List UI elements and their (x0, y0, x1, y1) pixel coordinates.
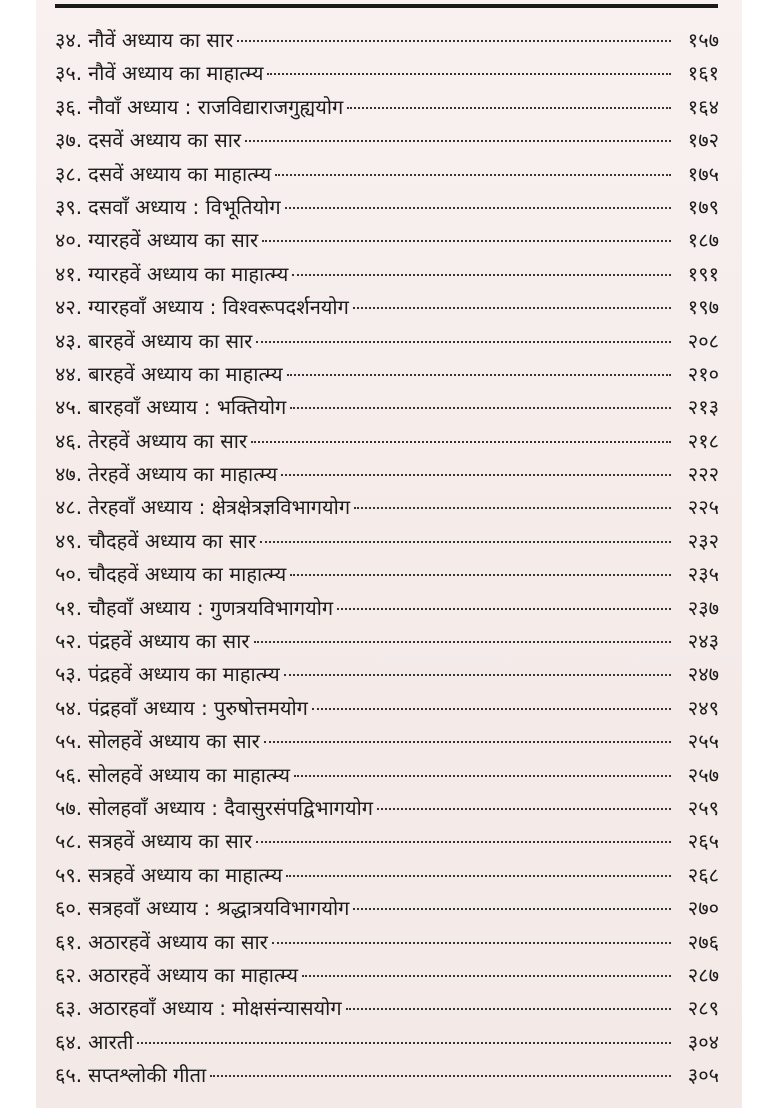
entry-title: सत्रहवें अध्याय का सार (88, 829, 253, 854)
entry-title: अठारहवाँ अध्याय : मोक्षसंन्यासयोग (88, 996, 342, 1021)
toc-entry (55, 291, 719, 324)
entry-title: दसवाँ अध्याय : विभूतियोग (88, 194, 281, 219)
entry-number: ४६. (55, 428, 83, 453)
dot-leader (312, 708, 671, 710)
toc-entry (55, 124, 719, 157)
entry-number: ४०. (55, 228, 83, 253)
toc-entry (55, 325, 719, 358)
entry-number: ६५. (55, 1063, 83, 1088)
entry-page-number: २२५ (687, 495, 719, 520)
entry-number: ५०. (55, 562, 83, 587)
entry-page-number: २२२ (687, 462, 719, 487)
entry-page-number: २७० (687, 896, 719, 921)
toc-entry (55, 592, 719, 625)
entry-page-number: १७२ (687, 128, 719, 153)
entry-page-number: २७६ (687, 929, 719, 954)
dot-leader (294, 775, 671, 777)
toc-entry (55, 992, 719, 1025)
dot-leader (353, 307, 671, 309)
entry-title: दसवें अध्याय का माहात्म्य (88, 161, 272, 186)
toc-entry (55, 558, 719, 591)
entry-number: ४९. (55, 528, 83, 553)
entry-number: ५७. (55, 795, 83, 820)
dot-leader (245, 140, 671, 142)
entry-page-number: १६१ (687, 61, 719, 86)
entry-title: बारहवें अध्याय का माहात्म्य (88, 361, 283, 386)
entry-page-number: २८७ (687, 962, 719, 987)
dot-leader (272, 942, 671, 944)
entry-title: सोलहवें अध्याय का सार (88, 729, 260, 754)
entry-title: तेरहवें अध्याय का माहात्म्य (88, 462, 278, 487)
toc-entry (55, 24, 719, 57)
entry-number: ५२. (55, 629, 83, 654)
toc-entry (55, 959, 719, 992)
dot-leader (285, 207, 671, 209)
dot-leader (260, 541, 671, 543)
entry-title: चौदहवें अध्याय का माहात्म्य (88, 562, 287, 587)
entry-number: ५४. (55, 695, 83, 720)
entry-page-number: १८७ (687, 228, 719, 253)
entry-title: नौवें अध्याय का माहात्म्य (88, 61, 264, 86)
dot-leader (262, 240, 671, 242)
dot-leader (137, 1042, 671, 1044)
toc-entry (55, 258, 719, 291)
entry-title: पंद्रहवाँ अध्याय : पुरुषोत्तमयोग (88, 695, 308, 720)
toc-entry (55, 1026, 719, 1059)
dot-leader (237, 40, 671, 42)
entry-page-number: २३५ (687, 562, 719, 587)
entry-page-number: २५९ (687, 795, 719, 820)
toc-entry (55, 625, 719, 658)
dot-leader (290, 574, 671, 576)
entry-page-number: २३२ (687, 528, 719, 553)
entry-page-number: १६४ (687, 94, 719, 119)
entry-title: ग्यारहवें अध्याय का माहात्म्य (88, 261, 289, 286)
entry-page-number: २४३ (687, 629, 719, 654)
entry-page-number: २४७ (687, 662, 719, 687)
entry-page-number: ३०४ (687, 1029, 719, 1054)
dot-leader (286, 875, 671, 877)
toc-entry (55, 391, 719, 424)
entry-number: ३५. (55, 61, 83, 86)
entry-title: तेरहवें अध्याय का सार (88, 428, 248, 453)
entry-page-number: २४९ (687, 695, 719, 720)
entry-page-number: २६८ (687, 862, 719, 887)
entry-title: ग्यारहवाँ अध्याय : विश्वरूपदर्शनयोग (88, 295, 349, 320)
toc-entry (55, 892, 719, 925)
entry-number: ५६. (55, 762, 83, 787)
toc-entry (55, 57, 719, 90)
entry-title: सप्तश्लोकी गीता (88, 1063, 207, 1088)
entry-number: ४८. (55, 495, 83, 520)
entry-title: सत्रहवाँ अध्याय : श्रद्धात्रयविभागयोग (88, 896, 350, 921)
entry-number: ६४. (55, 1029, 83, 1054)
entry-title: आरती (88, 1029, 134, 1054)
dot-leader (251, 441, 671, 443)
dot-leader (353, 908, 671, 910)
toc-entry (55, 658, 719, 691)
toc-entry (55, 525, 719, 558)
entry-title: बारहवाँ अध्याय : भक्तियोग (88, 395, 287, 420)
dot-leader (337, 608, 671, 610)
entry-page-number: २०८ (687, 328, 719, 353)
entry-title: चौहवाँ अध्याय : गुणत्रयविभागयोग (88, 595, 334, 620)
entry-number: ४३. (55, 328, 83, 353)
dot-leader (347, 107, 671, 109)
entry-number: ४५. (55, 395, 83, 420)
top-rule-divider (55, 4, 718, 8)
dot-leader (275, 174, 671, 176)
dot-leader (284, 674, 671, 676)
entry-title: पंद्रहवें अध्याय का माहात्म्य (88, 662, 280, 687)
toc-entry (55, 926, 719, 959)
entry-number: ६३. (55, 996, 83, 1021)
entry-number: ५८. (55, 829, 83, 854)
entry-page-number: २१३ (687, 395, 719, 420)
entry-page-number: २६५ (687, 829, 719, 854)
dot-leader (256, 841, 671, 843)
entry-title: बारहवें अध्याय का सार (88, 328, 253, 353)
toc-entry (55, 725, 719, 758)
dot-leader (281, 474, 671, 476)
entry-page-number: २१८ (687, 428, 719, 453)
entry-page-number: १५७ (687, 28, 719, 52)
toc-entry (55, 425, 719, 458)
entry-number: ५३. (55, 662, 83, 687)
toc-entry (55, 692, 719, 725)
toc-entry (55, 1059, 719, 1092)
toc-entry (55, 825, 719, 858)
entry-number: ५५. (55, 729, 83, 754)
toc-entry (55, 358, 719, 391)
entry-title: चौदहवें अध्याय का सार (88, 528, 257, 553)
entry-number: ४४. (55, 361, 83, 386)
entry-number: ६०. (55, 896, 83, 921)
toc-entry (55, 191, 719, 224)
dot-leader (254, 641, 671, 643)
entry-number: ४१. (55, 261, 83, 286)
entry-page-number: २१० (687, 361, 719, 386)
toc-entry (55, 458, 719, 491)
entry-number: ५९. (55, 862, 83, 887)
entry-title: तेरहवाँ अध्याय : क्षेत्रक्षेत्रज्ञविभागयोग (88, 495, 351, 520)
entry-title: अठारहवें अध्याय का सार (88, 929, 268, 954)
entry-page-number: १९१ (687, 261, 719, 286)
toc-entry (55, 759, 719, 792)
dot-leader (210, 1075, 671, 1077)
entry-page-number: २५५ (687, 729, 719, 754)
entry-page-number: २८९ (687, 996, 719, 1021)
entry-number: ३८. (55, 161, 83, 186)
entry-number: ६२. (55, 962, 83, 987)
entry-number: ४२. (55, 295, 83, 320)
entry-number: ५१. (55, 595, 83, 620)
entry-page-number: १७५ (687, 161, 719, 186)
entry-page-number: १९७ (687, 295, 719, 320)
entry-number: ४७. (55, 462, 83, 487)
entry-number: ३४. (55, 28, 83, 52)
entry-number: ३७. (55, 128, 83, 153)
entry-number: ३६. (55, 94, 83, 119)
entry-title: नौवाँ अध्याय : राजविद्याराजगुह्ययोग (88, 94, 344, 119)
entry-title: सोलहवाँ अध्याय : दैवासुरसंपद्विभागयोग (88, 795, 374, 820)
entry-page-number: २५७ (687, 762, 719, 787)
toc-entry (55, 491, 719, 524)
entry-title: सोलहवें अध्याय का माहात्म्य (88, 762, 291, 787)
dot-leader (264, 741, 671, 743)
toc-entry (55, 792, 719, 825)
toc-entry (55, 158, 719, 191)
entry-title: नौवें अध्याय का सार (88, 28, 234, 52)
toc-entry (55, 91, 719, 124)
entry-title: सत्रहवें अध्याय का माहात्म्य (88, 862, 283, 887)
entry-title: ग्यारहवें अध्याय का सार (88, 228, 259, 253)
entry-page-number: १७९ (687, 194, 719, 219)
table-of-contents (55, 24, 719, 1093)
entry-page-number: ३०५ (687, 1063, 719, 1088)
dot-leader (354, 507, 671, 509)
entry-number: ३९. (55, 194, 83, 219)
entry-page-number: २३७ (687, 595, 719, 620)
dot-leader (346, 1008, 671, 1010)
dot-leader (287, 374, 671, 376)
toc-entry (55, 859, 719, 892)
entry-title: अठारहवें अध्याय का माहात्म्य (88, 962, 299, 987)
dot-leader (302, 975, 671, 977)
dot-leader (292, 274, 671, 276)
dot-leader (256, 341, 671, 343)
entry-title: दसवें अध्याय का सार (88, 128, 242, 153)
entry-title: पंद्रहवें अध्याय का सार (88, 629, 250, 654)
dot-leader (377, 808, 671, 810)
toc-entry (55, 224, 719, 257)
dot-leader (290, 407, 671, 409)
entry-number: ६१. (55, 929, 83, 954)
dot-leader (267, 73, 671, 75)
